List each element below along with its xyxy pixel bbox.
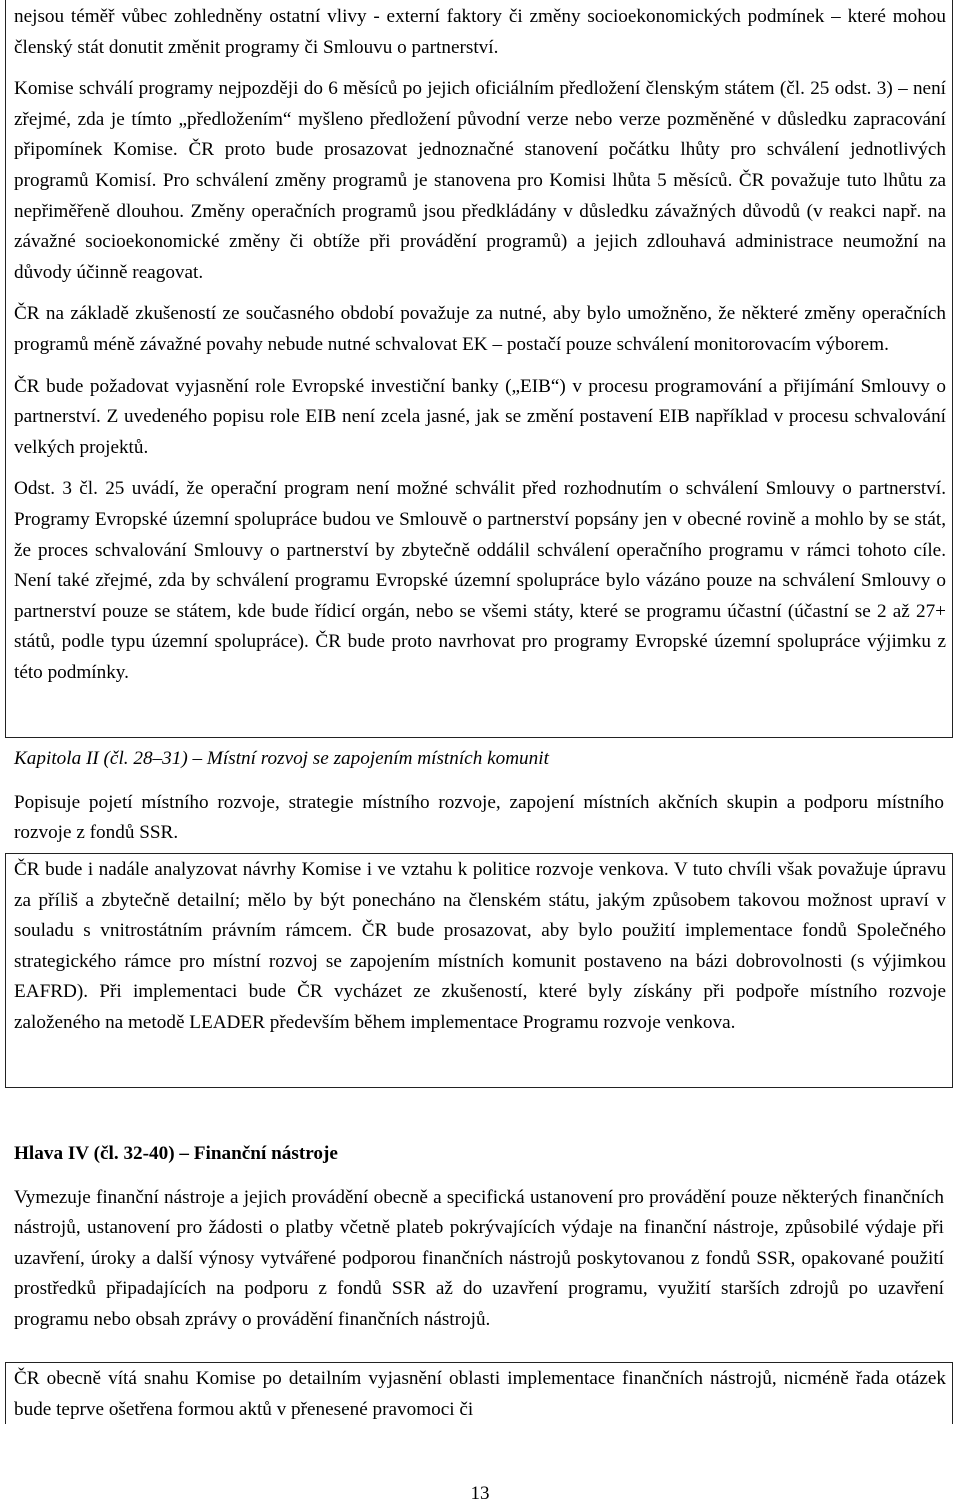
box2-paragraph-1: ČR bude i nadále analyzovat návrhy Komise i ve vztahu k politice rozvoje venkova. V tuto chvíli však považuje úpravu za příliš a zbytečně detailní; mělo by být ponecháno na členském státu, jakým způsobem takovou možnost upraví v souladu s vnitrostátním právním rámcem. ČR bude prosazovat, aby bylo použití implementace fondů Společného strategického rámce pro místní rozvoj se zapojením místních komunit postaveno na bázi dobrovolnosti (s výjimkou EAFRD). Při implementaci bude ČR vycházet ze zkušeností, které byly získány při podpoře místního rozvoje založeného na metodě LEADER především během implementace Programu rozvoje venkova. <box>14 859 946 1033</box>
position-box-3 <box>5 1362 953 1424</box>
position-box-2 <box>5 853 953 1088</box>
heading-chapter-ref: Kapitola II (čl. 28–31) <box>14 748 188 769</box>
section-heading-hlava-iv: Hlava IV (čl. 32-40) – Finanční nástroje <box>14 1143 338 1164</box>
box1-paragraph-2: Komise schválí programy nejpozději do 6 měsíců po jejich oficiálním předložení členským státem (čl. 25 odst. 3) – není zřejmé, zda je tímto „předložením“ myšleno předložení původní verze nebo verze pozměněné v důsledku zapracování připomínek Komise. ČR proto bude prosazovat jednoznačné stanovení počátku lhůty pro schválení jednotlivých programů Komisí. Pro schválení změny programů je stanovena pro Komisi lhůta 5 měsíců. ČR považuje tuto lhůtu za nepřiměřeně dlouhou. Změny operačních programů jsou předkládány v důsledku závažných důvodů (v reakci např. na závažné socioekonomické změny či obtíže při provádění programů) a jejich zdlouhavá administrace neumožní na důvody účinně reagovat. <box>14 78 946 283</box>
section-description-kapitola-ii: Popisuje pojetí místního rozvoje, strategie místního rozvoje, zapojení místních akčních skupin a podporu místního rozvoje z fondů SSR. <box>14 791 944 844</box>
page-number: 13 <box>470 1483 490 1504</box>
box1-paragraph-5: Odst. 3 čl. 25 uvádí, že operační program není možné schválit před rozhodnutím o schválení Smlouvy o partnerství. Programy Evropské územní spolupráce budou ve Smlouvě o partnerství popsány jen v obecné rovině a mohlo by se stát, že proces schvalování Smlouvy o partnerství by zbytečně oddálil schválení operačního programu v rámci tohoto cíle. Není také zřejmé, zda by schválení programu Evropské územní spolupráce bylo vázáno pouze na schválení Smlouvy o partnerství pouze se státem, kde bude řídicí orgán, nebo se všemi státy, které se programu účastní (účastní se 2 až 27+ států, podle typu územní spolupráce). ČR bude proto navrhovat pro programy Evropské územní spolupráce výjimku z této podmínky. <box>14 478 946 683</box>
section-kapitola-ii <box>14 744 944 849</box>
box1-paragraph-3: ČR na základě zkušeností ze současného období považuje za nutné, aby bylo umožněno, že některé změny operačních programů méně závažné povahy nebude nutné schvalovat EK – postačí pouze schválení monitorovacím výborem. <box>14 303 946 355</box>
section-heading-kapitola-ii <box>14 744 944 775</box>
box1-paragraph-4: ČR bude požadovat vyjasnění role Evropské investiční banky („EIB“) v procesu programování a přijímání Smlouvy o partnerství. Z uvedeného popisu role EIB není zcela jasné, jak se změní postavení EIB například v procesu schvalování velkých projektů. <box>14 375 946 458</box>
position-box-1 <box>5 0 953 738</box>
section-hlava-iv <box>14 1139 944 1336</box>
heading-chapter-title: – Místní rozvoj se zapojením místních komunit <box>187 748 549 769</box>
section-description-hlava-iv: Vymezuje finanční nástroje a jejich provádění obecně a specifická ustanovení pro provádění pouze některých finančních nástrojů, ustanovení pro žádosti o platby včetně plateb pokrývajících výdaje na finanční nástroje, způsobilé výdaje při uzavření, úroky a další výnosy vytvářené podporou finančních nástrojů poskytovanou z fondů SSR, opakované použití prostředků připadajících na podporu z fondů SSR až do uzavření programu, využití starších zdrojů po uzavření programu nebo obsah zprávy o provádění finančních nástrojů. <box>14 1186 944 1330</box>
box1-paragraph-1: nejsou téměř vůbec zohledněny ostatní vlivy - externí faktory či změny socioekonomických podmínek – které mohou členský stát donutit změnit programy či Smlouvu o partnerství. <box>14 6 946 58</box>
box3-paragraph-1: ČR obecně vítá snahu Komise po detailním vyjasnění oblasti implementace finančních nástrojů, nicméně řada otázek bude teprve ošetřena formou aktů v přenesené pravomoci či <box>14 1368 946 1420</box>
